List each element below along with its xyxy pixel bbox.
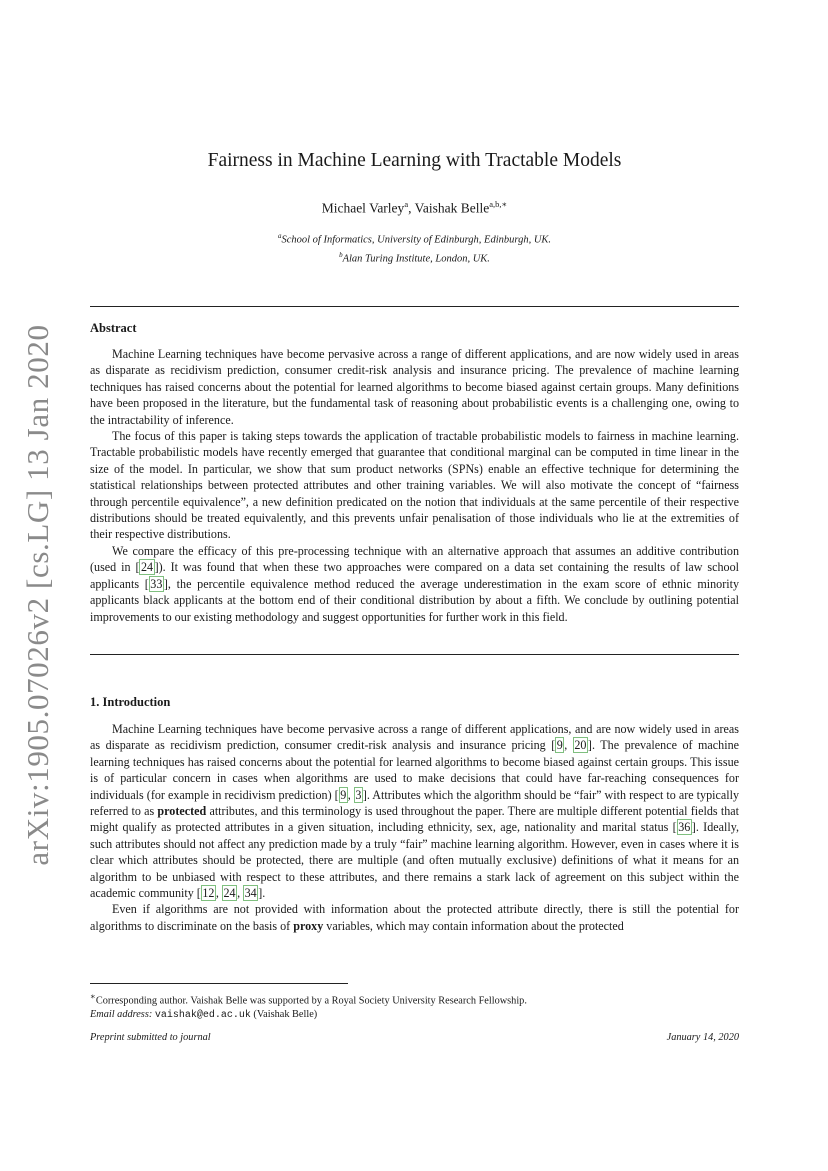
emphasis-proxy: proxy <box>293 918 324 933</box>
emphasis-protected: protected <box>157 804 207 819</box>
affiliation-marker: b <box>339 250 343 259</box>
text-run: ]). It was found that when these two approaches were compared on a data set containing the results of law school applicants [ <box>90 560 739 591</box>
intro-paragraph: Machine Learning techniques have become pervasive across a range of different applications, and are now widely used in areas as disparate as recidivism prediction, consumer credit-risk analysis and insurance pricing [ 9 , 20 ]. The prevalence of machine learning techniques has raised concerns about the potential for learned algorithms to become biased against certain groups. This issue is of particular concern in cases when algorithms are used to make decisions that could have far-reaching consequences for individuals (for example in recidivism prediction) [ 9 , 3 ]. Attributes which the algorithm should be “fair” with respect to are typically referred to as protected attributes, and this terminology is used throughout the paper. There are multiple different potential fields that might qualify as protected attributes in a given situation, including ethnicity, sex, age, nationality and marital status [ 36 ]. Ideally, such attributes should not affect any prediction made by a truly “fair” machine learning algorithm. However, even in cases where it is clear which attributes should be protected, there are multiple (and often mutually exclusive) definitions of what it means for an algorithm to be unbiased with respect to these attributes, and there remains a stark lack of agreement on this subject within the academic community [ 12 , 24 , 34 ]. <box>90 722 739 901</box>
text-run: ]. <box>258 886 266 901</box>
affiliation-b <box>90 248 739 267</box>
arxiv-identifier: arXiv:1905.07026v2 [cs.LG] 13 Jan 2020 <box>20 324 55 866</box>
affiliation-marker: a,b,∗ <box>489 199 508 209</box>
text-run: attributes, and this terminology is used throughout the paper. There are multiple different potential fields that might qualify as protected attributes in a given situation, including ethnicity, sex, age, nationality and marital status [ <box>90 804 739 835</box>
abstract-top-rule <box>90 306 739 307</box>
citation-link[interactable]: 34 <box>244 886 257 901</box>
footnote-email-line <box>90 1008 739 1023</box>
abstract-paragraph: Machine Learning techniques have become pervasive across a range of different applications, and are now widely used in areas as disparate as recidivism prediction, consumer credit-risk analysis and insurance pricing. The prevalence of machine learning techniques has raised concerns about the potential for learned algorithms to become biased against certain groups. Many definitions have been proposed in the literature, but the fundamental task of reasoning about probabilistic events is a challenging one, owing to the intractability of inference. <box>90 347 739 427</box>
citation-link[interactable]: 36 <box>678 820 691 835</box>
citation-link[interactable]: 24 <box>140 560 154 575</box>
citation-link[interactable]: 3 <box>355 787 362 802</box>
author-name: Michael Varley <box>321 200 405 216</box>
text-run: ]. Ideally, such attributes should not affect any prediction made by a truly “fair” machine learning algorithm. However, even in cases where it is clear which attributes should be protected, there are multiple (and often mutually exclusive) definitions of what it means for an algorithm to be unbiased with respect to these attributes, and there remains a stark lack of agreement on this subject within the academic community [ <box>90 820 739 901</box>
citation-link[interactable]: 20 <box>574 738 587 753</box>
footnote-rule <box>90 983 348 984</box>
abstract-body <box>90 346 739 625</box>
affiliation-marker: a <box>277 232 282 240</box>
text-run: ]. The prevalence of machine learning techniques has raised concerns about the potential for learned algorithms to become biased against certain groups. This issue is of particular concern in cases when algorithms are used to make decisions that could have far-reaching consequences for individuals (for example in recidivism prediction) [ <box>90 738 739 802</box>
email-owner: (Vaishak Belle) <box>250 1009 318 1021</box>
author-separator: , <box>408 200 415 216</box>
text-run: We compare the efficacy of this pre-processing technique with an alternative approach that assumes an additive contribution (used in [ <box>90 543 739 575</box>
introduction-body <box>90 721 739 934</box>
arxiv-margin-stamp <box>18 324 58 866</box>
abstract-heading: Abstract <box>90 321 137 335</box>
author-line <box>90 199 739 217</box>
text-run: variables, which may contain information about the protected <box>323 918 624 933</box>
citation-link[interactable]: 33 <box>150 576 163 591</box>
citation-link[interactable]: 12 <box>202 886 215 901</box>
date-note: January 14, 2020 <box>666 1032 739 1043</box>
paper-title: Fairness in Machine Learning with Tractable Models <box>207 150 622 171</box>
text-run: Even if algorithms are not provided with information about the protected attribute directly, there is still the potential for algorithms to discriminate on the basis of <box>90 902 739 933</box>
preprint-note: Preprint submitted to journal <box>90 1032 211 1043</box>
affiliations <box>90 229 739 266</box>
affiliation-a <box>90 229 739 248</box>
abstract-paragraph: The focus of this paper is taking steps towards the application of tractable probabilistic models to fairness in machine learning. Tractable probabilistic models have recently emerged that guarantee that conditional marginal can be computed in time linear in the size of the model. In particular, we show that sum product networks (SPNs) enable an effective technique for determining the statistical relationships between protected attributes and other training variables. We will also motivate the concept of “fairness through percentile equivalence”, a new definition predicated on the notion that individuals at the same percentile of their respective distributions should be treated equivalently, and this prevents unfair penalisation of those individuals who lie at the extremities of their respective distributions. <box>90 429 739 542</box>
citation-link[interactable]: 24 <box>223 886 236 901</box>
abstract-bottom-rule <box>90 654 739 655</box>
footnote-corresponding-author <box>90 989 739 1008</box>
section-heading-introduction: 1. Introduction <box>90 695 171 709</box>
footnote-marker: ∗ <box>90 991 96 1001</box>
affiliation-text: School of Informatics, University of Edinburgh, Edinburgh, UK. <box>281 234 552 246</box>
abstract-paragraph <box>90 543 739 625</box>
affiliation-text: Alan Turing Institute, London, UK. <box>342 253 490 264</box>
text-run: Machine Learning techniques have become pervasive across a range of different applications, and are now widely used in areas as disparate as recidivism prediction, consumer credit-risk analysis and insurance pricing [ <box>90 722 739 753</box>
email-label: Email address: <box>90 1009 153 1021</box>
citation-link[interactable]: 9 <box>556 738 563 753</box>
citation-link[interactable]: 9 <box>340 787 347 802</box>
email-address[interactable]: vaishak@ed.ac.uk <box>154 1010 251 1022</box>
footnote <box>90 989 739 1023</box>
intro-paragraph <box>90 901 739 934</box>
affiliation-marker: a <box>404 199 409 209</box>
text-run: ], the percentile equivalence method reduced the average underestimation in the exam score of ethnic minority applicants black applicants at the bottom end of their conditional distribution by about a fifth. We conclude by outlining potential improvements to our existing methodology and suggest opportunities for further work in this field. <box>90 576 740 624</box>
author-name: Vaishak Belle <box>414 200 490 216</box>
footnote-text: Corresponding author. Vaishak Belle was supported by a Royal Society University Research Fellowship. <box>95 995 527 1007</box>
text-run: ]. Attributes which the algorithm should be “fair” with respect to are typically referred to as <box>90 787 739 819</box>
